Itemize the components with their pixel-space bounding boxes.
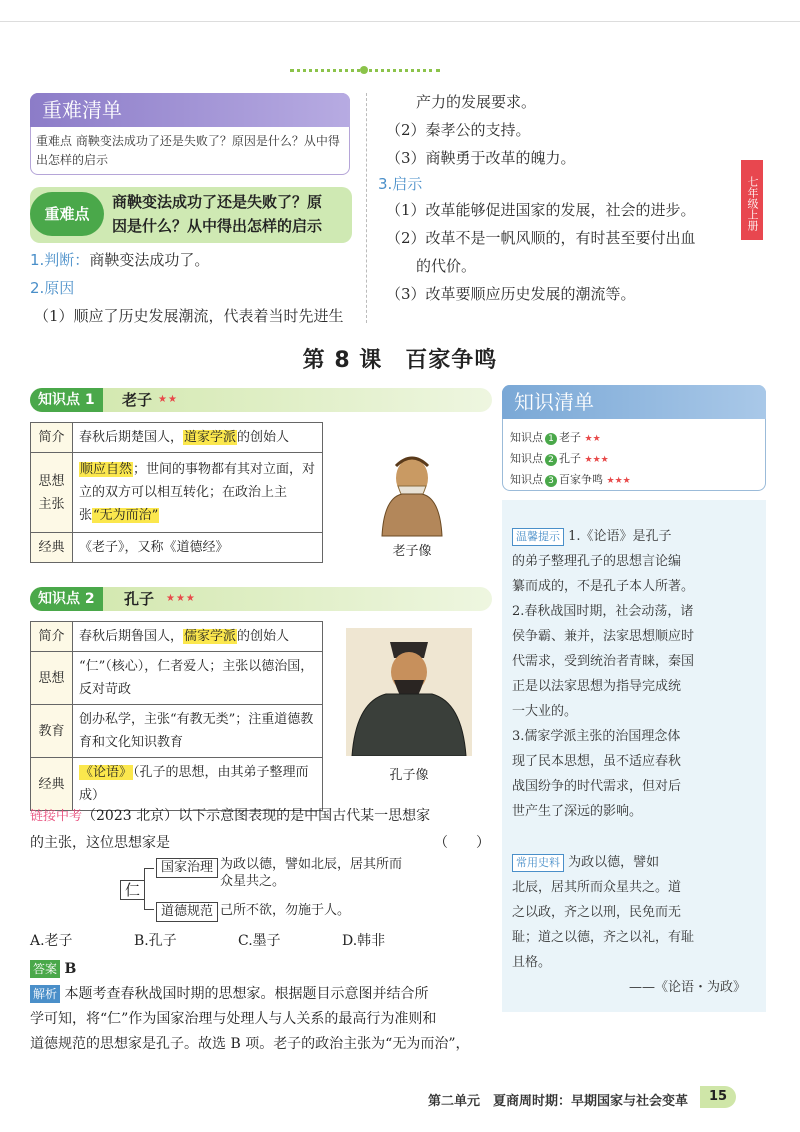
page-number: 15 [700, 1086, 736, 1108]
list-item-prefix: 知识点 [510, 473, 543, 486]
kp1-intro-post: 的创始人 [237, 430, 290, 445]
table-row [31, 652, 323, 705]
lesson-title: 第 8 课 百家争鸣 [302, 348, 498, 373]
insight-2a: （2）改革不是一帆风顺的，有时甚至要付出血 [386, 229, 696, 247]
insight-2b: 的代价。 [416, 257, 477, 275]
kp1-classic: 《老子》，又称《道德经》 [73, 533, 323, 563]
option-d: D.韩非 [342, 933, 386, 949]
diagram-gov-label: 国家治理 [156, 858, 218, 878]
source-4: 耻；道之以德，齐之以礼，有耻 [512, 930, 695, 945]
kp2-thought: “仁”（核心），仁者爱人；主张以德治国，反对苛政 [73, 652, 323, 705]
kp2-intro-highlight: 儒家学派 [184, 629, 237, 644]
kp2-education: 创办私学，主张“有教无类”；注重道德教育和文化知识教育 [73, 705, 323, 758]
kp2-classic-highlight: 《论语》 [80, 765, 133, 780]
sources-block [512, 850, 762, 1000]
answer-paren: （ ） [434, 835, 490, 851]
list-item-num: 3 [545, 475, 557, 487]
analysis-3: 道德规范的思想家是孔子。故选 B 项。老子的政治主张为“无为而治”， [30, 1036, 470, 1052]
kp1-label-intro: 简介 [31, 423, 73, 453]
tip-3d: 世产生了深远的影响。 [512, 804, 643, 819]
answer-label: 答案 [30, 960, 60, 978]
analysis-1 [30, 982, 500, 1007]
kp1-thought-text: ；世间的事物都有其对立面，对立的双方可以相互转化；在政治上主张 [79, 462, 316, 523]
question-diagram [120, 856, 420, 926]
list-item-stars: ★★★ [606, 476, 631, 486]
laozi-portrait [362, 448, 462, 538]
list-item-name: 老子 [559, 431, 581, 444]
list-item-num: 1 [545, 433, 557, 445]
analysis-2: 学可知，将“仁”作为国家治理与处理人与人关系的最高行为准则和 [30, 1011, 437, 1027]
kp1-intro-highlight: 道家学派 [184, 430, 237, 445]
kp1-tag: 知识点 1 [30, 388, 103, 412]
laozi-portrait-icon [362, 448, 462, 538]
table-row [31, 533, 323, 563]
insight-heading: 3.启示 [378, 175, 423, 193]
kp2-stars: ★★★ [166, 593, 196, 604]
difficulty-item-text: 商鞅变法成功了还是失败了？原因是什么？从中得出怎样的启示 [36, 134, 340, 167]
kp1-thought-highlight-2: “无为而治” [93, 508, 159, 523]
diagram-brace [144, 868, 154, 910]
focus-line-2: 因是什么？从中得出怎样的启示 [112, 217, 323, 235]
kp2-label-intro: 简介 [31, 622, 73, 652]
tip-text-1a: 1.《论语》是孔子 [568, 529, 672, 544]
reason-1: （1）顺应了历史发展潮流，代表着当时先进生 [34, 307, 344, 325]
kp1-intro [73, 423, 323, 453]
kp2-name: 孔子 [124, 590, 155, 608]
diagram-gov-text-1: 为政以德，譬如北辰，居其所而 [220, 857, 403, 872]
tip-2c: 代需求，受到统治者青睐，秦国 [512, 654, 695, 669]
tip-2a: 2.春秋战国时期，社会动荡，诸 [512, 604, 694, 619]
difficulty-list-text [36, 132, 348, 170]
insight-1: （1）改革能够促进国家的发展，社会的进步。 [386, 201, 696, 219]
page-top-border [0, 0, 800, 22]
kp2-label-education: 教育 [31, 705, 73, 758]
kp1-thought [73, 453, 323, 533]
laozi-caption: 老子像 [392, 544, 432, 559]
diagram-gov-text-2: 众星共之。 [220, 874, 286, 889]
kp2-intro [73, 622, 323, 652]
diagram-ren: 仁 [120, 880, 145, 900]
option-c: C.墨子 [238, 933, 281, 949]
question-stem-1 [30, 803, 496, 830]
difficulty-list-title: 重难清单 [30, 93, 350, 127]
kp2-label-thought: 思想 [31, 652, 73, 705]
list-item [510, 428, 760, 449]
kp2-classic-text: （孔子的思想，由其弟子整理而成） [79, 765, 309, 803]
kp1-name: 老子 [122, 391, 153, 409]
judge-label: 1.判断： [30, 251, 90, 269]
reason-heading: 2.原因 [30, 279, 75, 297]
judge-text: 商鞅变法成功了。 [89, 251, 210, 269]
question-stem-text-2: 的主张，这位思想家是 [30, 835, 170, 851]
source-citation: ——《论语・为政》 [628, 980, 746, 995]
tips-label: 温馨提示 [512, 528, 564, 546]
analysis-text-1: 本题考查春秋战国时期的思想家。根据题目示意图并结合所 [64, 986, 429, 1002]
focus-line-1: 商鞅变法成功了还是失败了？原 [112, 193, 323, 211]
kp1-thought-highlight: 顺应自然 [80, 462, 133, 477]
kp1-intro-pre: 春秋后期楚国人， [79, 430, 184, 445]
source-1 [512, 850, 762, 875]
kp2-intro-post: 的创始人 [237, 629, 290, 644]
list-item-stars: ★★★ [584, 455, 609, 465]
kp1-label-classic: 经典 [31, 533, 73, 563]
table-row [31, 423, 323, 453]
grade-side-tab: 七年级上册 [741, 160, 763, 240]
source-text-1: 为政以德，譬如 [568, 855, 660, 870]
tip-2d: 正是以法家思想为指导完成统 [512, 679, 682, 694]
list-item-prefix: 知识点 [510, 431, 543, 444]
kp2-label-classic: 经典 [31, 758, 73, 811]
difficulty-item-label: 重难点 [36, 134, 73, 148]
focus-question [112, 190, 348, 238]
diagram-moral-text: 己所不欲，勿施于人。 [220, 903, 351, 918]
tip-3b: 现了民本思想，虽不适应春秋 [512, 754, 682, 769]
tip-2e: 一大业的。 [512, 704, 578, 719]
list-item [510, 470, 760, 491]
question-stem-text: 以下示意图表现的是中国古代某一思想家 [178, 808, 431, 824]
kp2-intro-pre: 春秋后期鲁国人， [79, 629, 184, 644]
confucius-portrait [346, 628, 472, 756]
table-row [31, 705, 323, 758]
decorative-dot-center [360, 66, 368, 74]
tips-block [512, 524, 762, 824]
table-row [31, 453, 323, 533]
table-row [31, 622, 323, 652]
option-b: B.孔子 [134, 933, 177, 949]
reason-3: （3）商鞅勇于改革的魄力。 [386, 149, 576, 167]
kp1-stars: ★★ [158, 394, 178, 405]
option-a: A.老子 [30, 933, 73, 949]
footer-unit: 第二单元 夏商周时期：早期国家与社会变革 [428, 1094, 689, 1109]
kp1-table [30, 422, 323, 563]
list-item-name: 百家争鸣 [559, 473, 603, 486]
answer-analysis [30, 956, 500, 1057]
source-5: 且格。 [512, 955, 552, 970]
tip-1a [512, 524, 762, 549]
source-3: 之以政，齐之以刑，民免而无 [512, 905, 682, 920]
diagram-gov-text [220, 856, 430, 890]
list-item-stars: ★★ [584, 434, 601, 444]
question-source: （2023 北京） [82, 808, 179, 824]
source-2: 北辰，居其所而众星共之。道 [512, 880, 682, 895]
exam-question [30, 803, 496, 856]
right-answer [378, 88, 728, 308]
confucius-caption: 孔子像 [389, 768, 429, 783]
tip-1c: 纂而成的，不是孔子本人所著。 [512, 579, 695, 594]
left-answer [30, 246, 360, 330]
knowledge-list-items [510, 428, 760, 491]
judge-line [30, 246, 360, 274]
kp1-label-thought: 思想主张 [31, 453, 73, 533]
reason-2: （2）秦孝公的支持。 [386, 121, 531, 139]
answer-line [30, 956, 500, 982]
list-item-prefix: 知识点 [510, 452, 543, 465]
question-stem-2 [30, 830, 496, 856]
kp2-table [30, 621, 323, 811]
list-item-name: 孔子 [559, 452, 581, 465]
diagram-moral-label: 道德规范 [156, 902, 218, 922]
tip-3a: 3.儒家学派主张的治国理念体 [512, 729, 681, 744]
options-row [30, 928, 430, 954]
sources-label: 常用史料 [512, 854, 564, 872]
analysis-label: 解析 [30, 985, 60, 1003]
confucius-portrait-icon [346, 628, 472, 756]
column-divider [366, 93, 367, 323]
reason-1-cont: 产力的发展要求。 [416, 93, 537, 111]
list-item-num: 2 [545, 454, 557, 466]
tip-2b: 侯争霸、兼并，法家思想顺应时 [512, 629, 695, 644]
answer-value: B [64, 961, 77, 977]
exam-link-label: 链接中考 [30, 809, 83, 824]
kp2-tag: 知识点 2 [30, 587, 103, 611]
tip-1b: 的弟子整理孔子的思想言论编 [512, 554, 682, 569]
list-item [510, 449, 760, 470]
focus-tag: 重难点 [30, 192, 104, 236]
tip-3c: 战国纷争的时代需求，但对后 [512, 779, 682, 794]
knowledge-list-title: 知识清单 [502, 385, 766, 419]
insight-3: （3）改革要顺应历史发展的潮流等。 [386, 285, 636, 303]
